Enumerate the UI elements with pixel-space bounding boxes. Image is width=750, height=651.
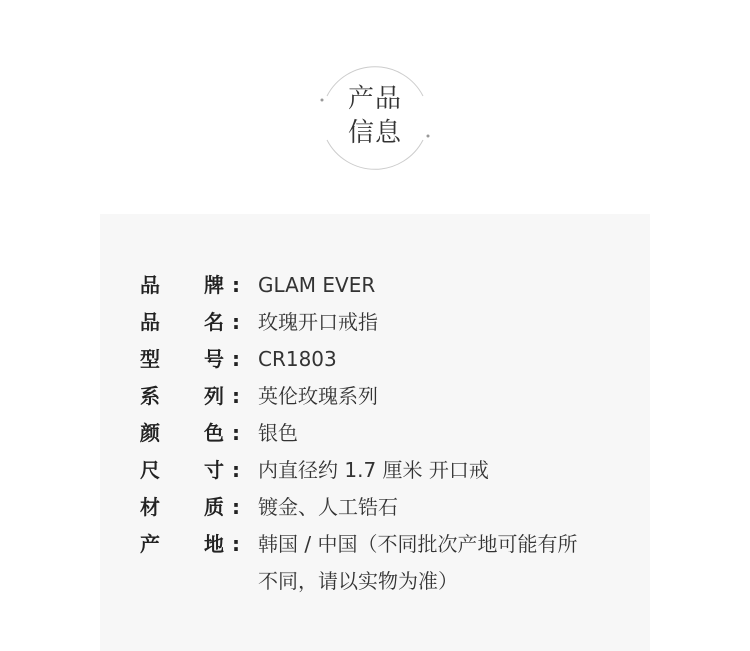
brand-colon: : [232,273,240,297]
info-row-origin [140,526,620,600]
brand-label-char-2: 牌 [204,273,224,297]
size-value: 内直径约 1.7 厘米 开口戒 [258,458,489,482]
brand-label-char-1: 品 [140,273,160,297]
color-label-char-2: 色 [204,421,224,445]
origin-value-line-2: 不同，请以实物为准） [258,569,458,593]
model-label-char-2: 号 [204,347,224,371]
material-colon: : [232,495,240,519]
color-label-char-1: 颜 [140,421,160,445]
brand-value: GLAM EVER [258,273,376,297]
color-colon: : [232,421,240,445]
title-badge [319,60,431,176]
name-value: 玫瑰开口戒指 [258,310,378,334]
material-label-char-2: 质 [204,495,224,519]
product-info-panel [100,214,650,651]
series-label-char-2: 列 [204,384,224,408]
material-value: 镀金、人工锆石 [258,495,398,519]
size-label-char-1: 尺 [140,458,160,482]
origin-colon: : [232,532,240,556]
series-label-char-1: 系 [140,384,160,408]
series-value: 英伦玫瑰系列 [258,384,378,408]
color-value: 银色 [258,421,298,445]
model-label-char-1: 型 [140,347,160,371]
material-label-char-1: 材 [140,495,160,519]
model-colon: : [232,347,240,371]
size-label-char-2: 寸 [204,458,224,482]
size-colon: : [232,458,240,482]
origin-value-line-1: 韩国 / 中国（不同批次产地可能有所 [258,532,578,556]
origin-value [258,526,618,600]
origin-label-char-1: 产 [140,532,160,556]
name-label-char-1: 品 [140,310,160,334]
name-colon: : [232,310,240,334]
name-label-char-2: 名 [204,310,224,334]
model-value: CR1803 [258,347,337,371]
page-title [319,82,431,150]
page-title-line-2: 信息 [347,118,402,148]
origin-label-char-2: 地 [204,532,224,556]
page-title-line-1: 产品 [347,84,402,114]
series-colon: : [232,384,240,408]
